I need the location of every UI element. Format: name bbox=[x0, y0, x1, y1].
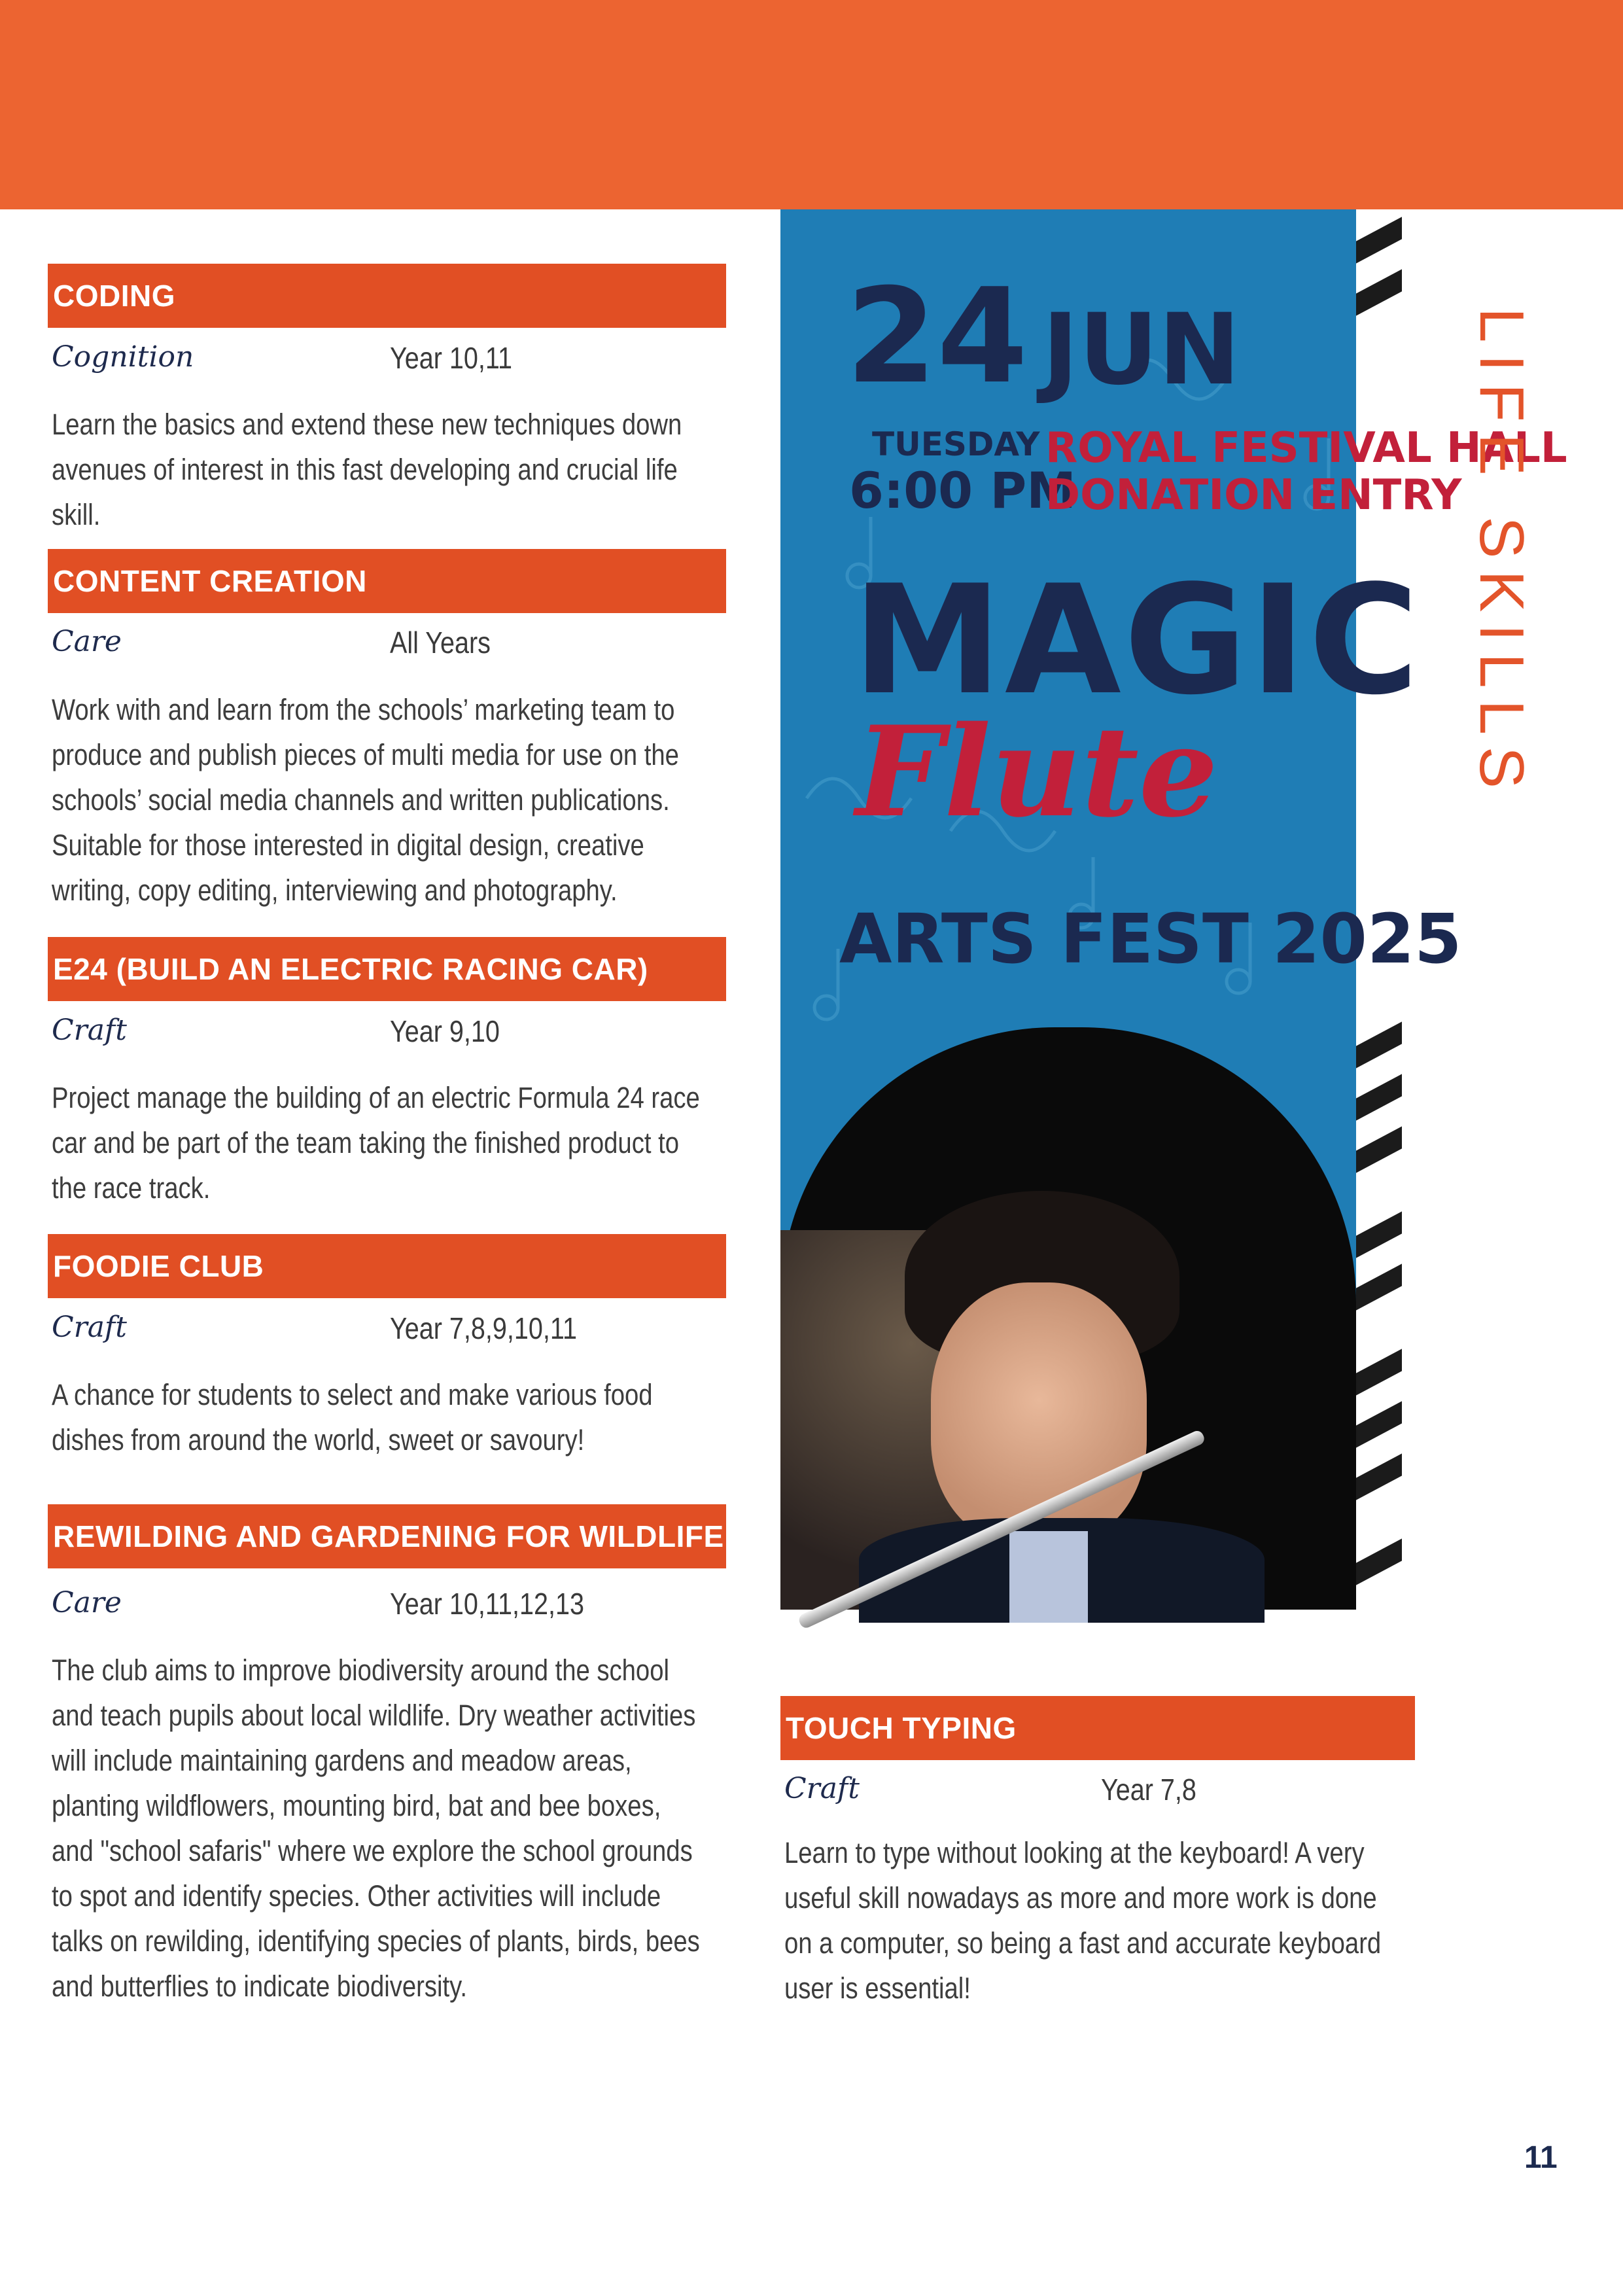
club-years-touch-typing: Year 7,8 bbox=[1101, 1773, 1196, 1807]
club-description-foodie-club: A chance for students to select and make various food dishes from around the world, sweet or savoury! bbox=[52, 1378, 653, 1457]
poster-day: 24 bbox=[846, 260, 1028, 413]
club-years-content-creation: All Years bbox=[390, 626, 491, 660]
club-category-foodie-club: Craft bbox=[52, 1311, 127, 1344]
club-category-e24: Craft bbox=[52, 1014, 127, 1047]
poster-time: 6:00 PM bbox=[849, 461, 1076, 520]
club-years-foodie-club: Year 7,8,9,10,11 bbox=[390, 1311, 577, 1345]
poster-month: JUN bbox=[1042, 293, 1241, 407]
club-category-coding: Cognition bbox=[52, 340, 194, 374]
header-band bbox=[0, 0, 1623, 209]
club-title-e24: E24 (BUILD AN ELECTRIC RACING CAR) bbox=[48, 937, 726, 1001]
club-description-coding: Learn the basics and extend these new techniques down avenues of interest in this fast developing and crucial life skill. bbox=[52, 408, 682, 531]
club-title-rewilding: REWILDING AND GARDENING FOR WILDLIFE bbox=[48, 1504, 726, 1568]
club-years-rewilding: Year 10,11,12,13 bbox=[390, 1587, 584, 1621]
club-description-rewilding: The club aims to improve biodiversity around the school and teach pupils about local wildlife. Dry weather activities will include maintaining gardens and meadow areas, planting wildflowers, mounting bird, bat and bee boxes, and "school safaris" where we explore the school grounds to spot and identify species. Other activities will include talks on rewilding, identifying species of plants, birds, bees and butterflies to indicate biodiversity. bbox=[52, 1653, 700, 2003]
club-years-e24: Year 9,10 bbox=[390, 1014, 500, 1048]
page-number: 11 bbox=[1524, 2140, 1558, 2175]
club-description-e24: Project manage the building of an electric Formula 24 race car and be part of the team taking the finished product to the race track. bbox=[52, 1081, 700, 1205]
poster-title-flute: Flute bbox=[856, 699, 1218, 845]
poster-entry: DONATION ENTRY bbox=[1045, 471, 1462, 520]
club-description-content-creation: Work with and learn from the schools’ marketing team to produce and publish pieces of multi media for use on the schools’ social media channels and written publications. Suitable for those interested in digital design, creative writing, copy editing, interviewing and photography. bbox=[52, 693, 679, 907]
club-title-content-creation: CONTENT CREATION bbox=[48, 549, 726, 613]
club-category-rewilding: Care bbox=[52, 1586, 122, 1619]
club-description-touch-typing: Learn to type without looking at the keyboard! A very useful skill nowadays as more and more work is done on a computer, so being a fast and accurate keyboard user is essential! bbox=[784, 1836, 1382, 2005]
club-title-foodie-club: FOODIE CLUB bbox=[48, 1234, 726, 1298]
club-title-touch-typing: TOUCH TYPING bbox=[780, 1696, 1415, 1760]
poster-subtitle: ARTS FEST 2025 bbox=[839, 899, 1462, 979]
poster-title-magic: MAGIC bbox=[852, 554, 1422, 728]
club-category-content-creation: Care bbox=[52, 625, 122, 658]
club-title-coding: CODING bbox=[48, 264, 726, 328]
poster-weekday: TUESDAY bbox=[872, 425, 1040, 463]
club-category-touch-typing: Craft bbox=[784, 1772, 860, 1805]
club-years-coding: Year 10,11 bbox=[390, 341, 512, 375]
section-title-life-skills: LIFE SKILLS bbox=[1467, 308, 1537, 800]
poster-venue: ROYAL FESTIVAL HALL bbox=[1045, 424, 1567, 472]
flutist-shirt bbox=[1009, 1531, 1088, 1623]
